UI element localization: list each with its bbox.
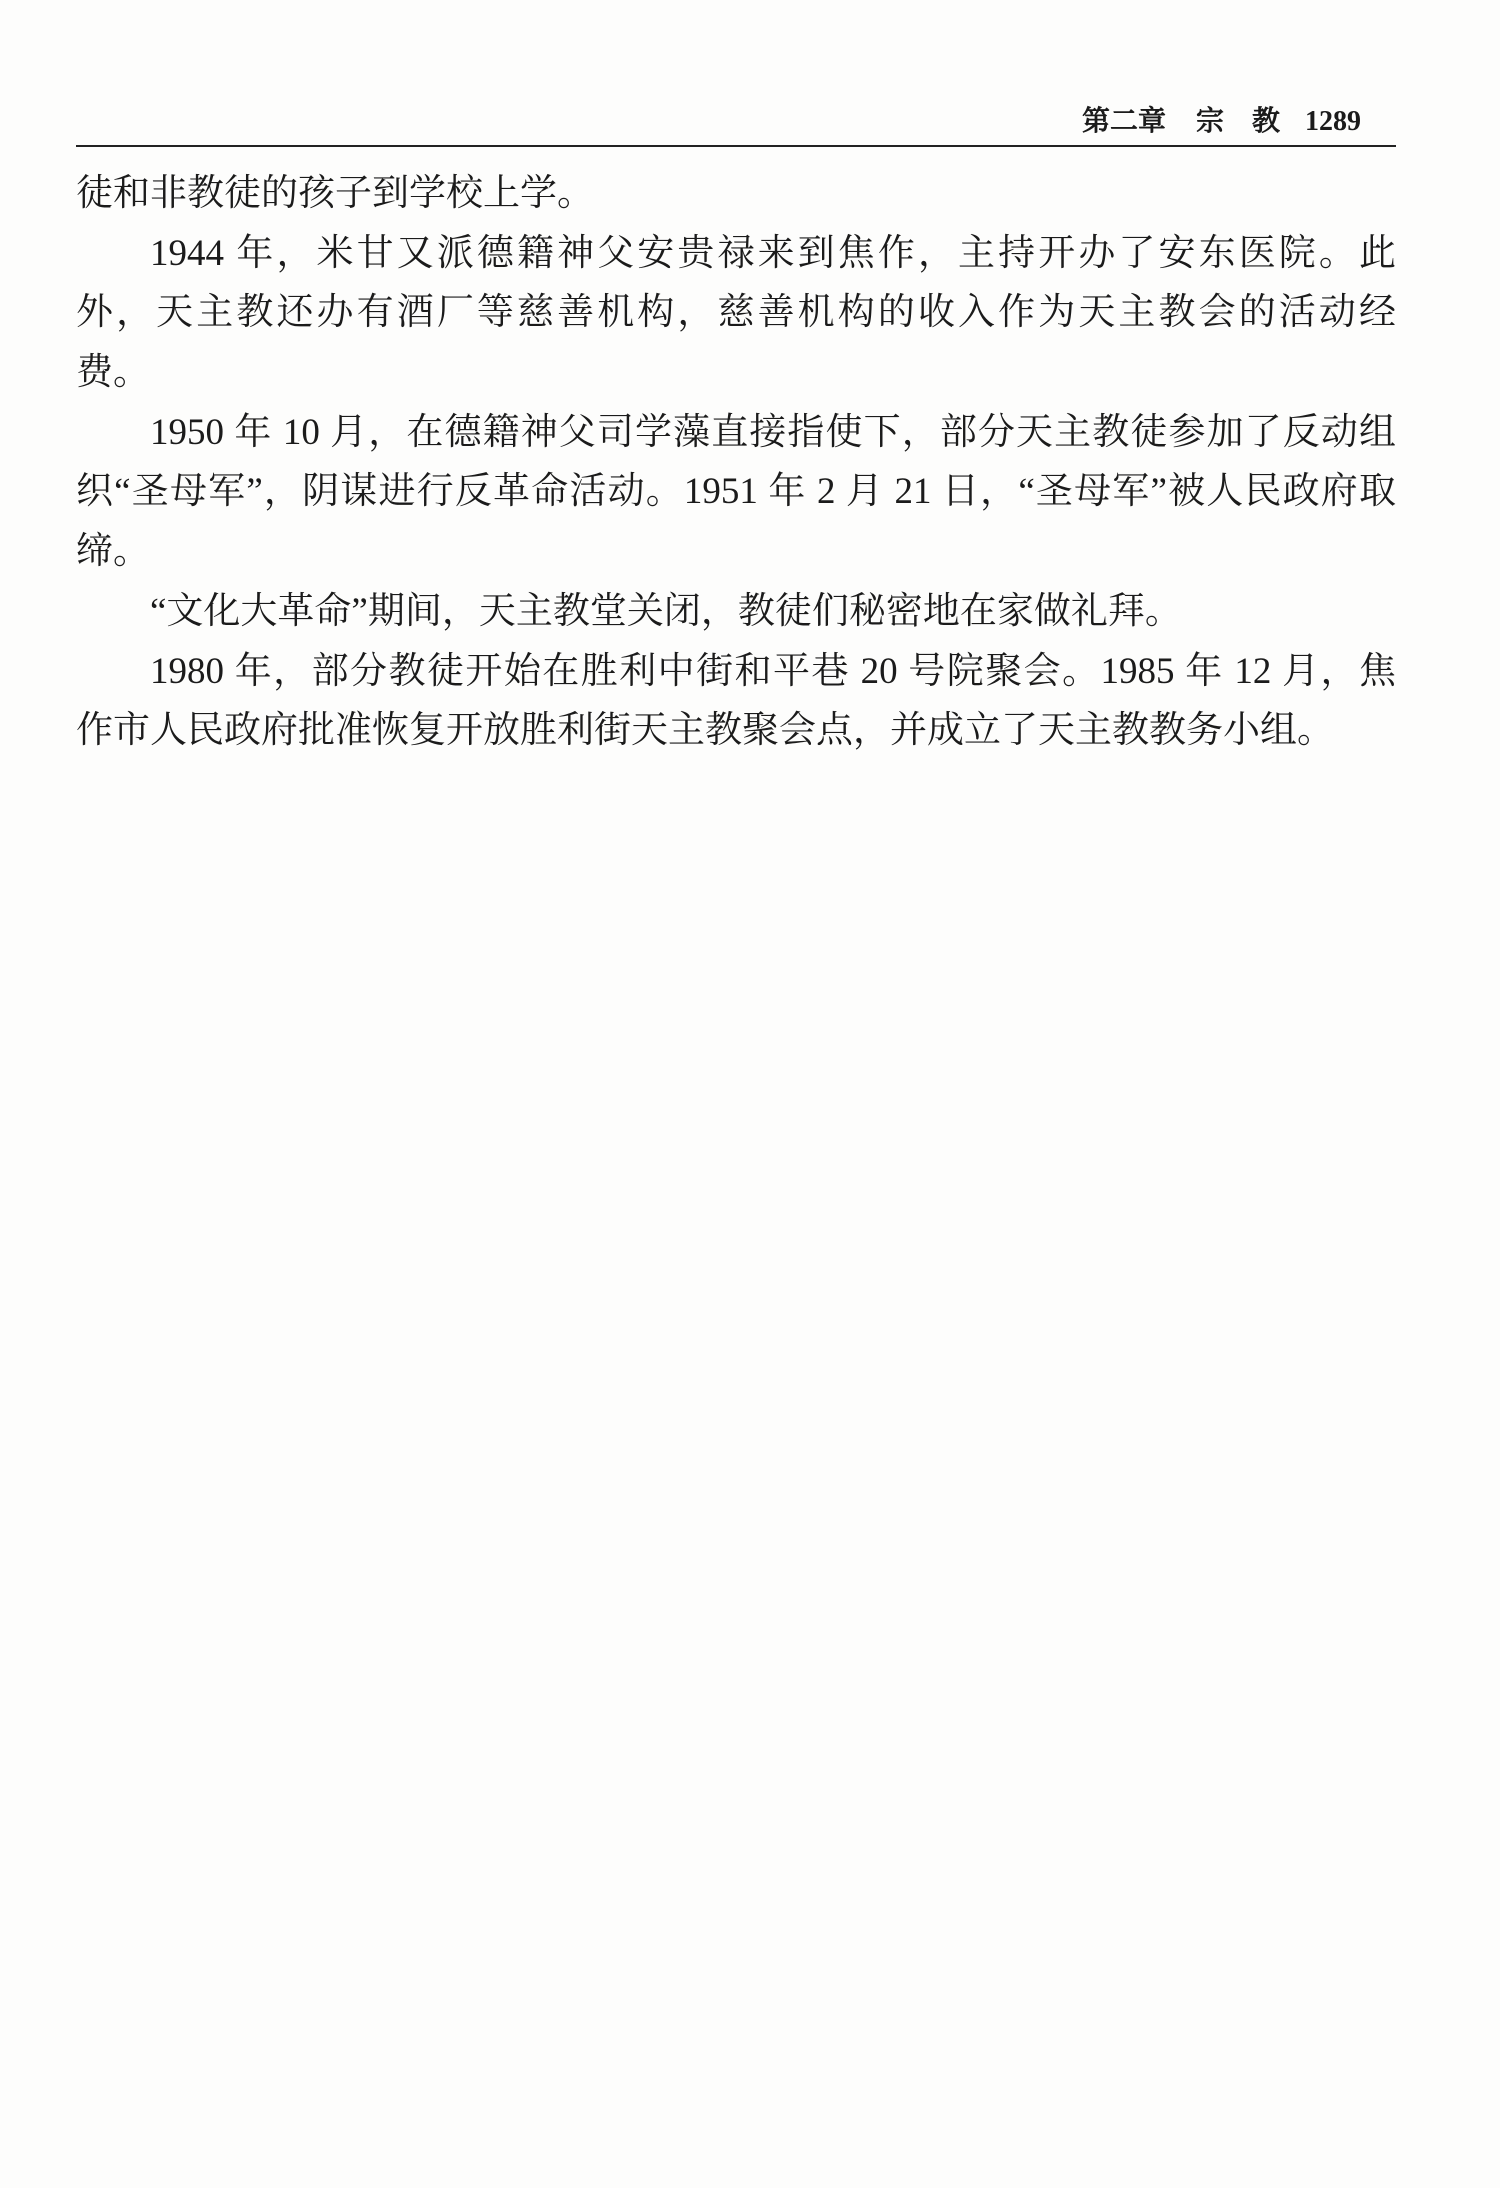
text-line: 1980 年，部分教徒开始在胜利中街和平巷 20 号院聚会。1985 年 12 月，焦 (150, 650, 1396, 692)
text-line: 缔。 (76, 531, 150, 573)
text-line: 徒和非教徒的孩子到学校上学。 (76, 173, 594, 214)
running-header (1082, 104, 1361, 140)
paragraph (76, 642, 1396, 761)
text-line: 织“圣母军”，阴谋进行反革命活动。1951 年 2 月 21 日，“圣母军”被人民政府取 (76, 471, 1396, 513)
text-line: 1950 年 10 月，在德籍神父司学藻直接指使下，部分天主教徒参加了反动组 (150, 411, 1396, 453)
text-line: 费。 (76, 352, 150, 394)
page-number: 1289 (1305, 106, 1361, 137)
header-rule (76, 145, 1396, 147)
text-line: “文化大革命”期间，天主教堂关闭，教徒们秘密地在家做礼拜。 (150, 590, 1182, 632)
page-body (76, 164, 1396, 761)
paragraph (76, 582, 1396, 642)
paragraph (76, 403, 1396, 582)
text-line: 外，天主教还办有酒厂等慈善机构，慈善机构的收入作为天主教会的活动经 (76, 292, 1396, 334)
text-line: 1944 年，米甘又派德籍神父安贵禄来到焦作，主持开办了安东医院。此 (150, 232, 1396, 274)
paragraph (76, 224, 1396, 403)
section-title: 宗 教 (1195, 106, 1280, 137)
chapter-title: 第二章 (1081, 106, 1166, 137)
paragraph (76, 164, 1396, 224)
text-line: 作市人民政府批准恢复开放胜利街天主教聚会点，并成立了天主教教务小组。 (76, 710, 1334, 752)
